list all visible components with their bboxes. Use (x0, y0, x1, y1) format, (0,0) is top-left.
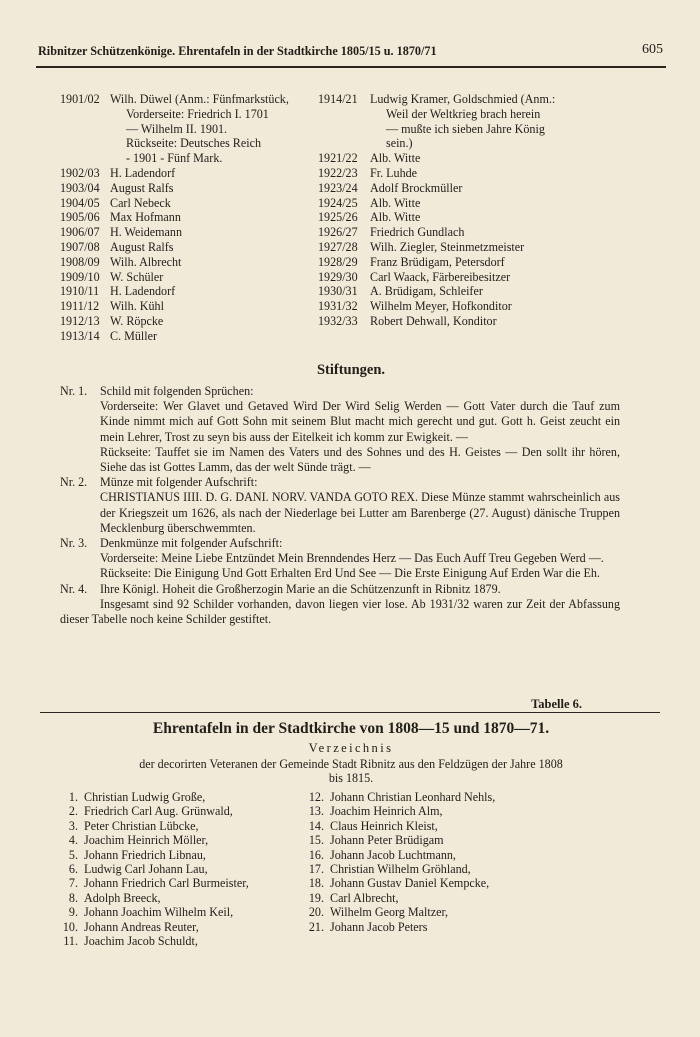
king-name: — Wilhelm II. 1901. (126, 121, 228, 136)
verzeichnis-heading: Verzeichnis (308, 741, 394, 755)
veteran-row (58, 819, 318, 833)
king-row (318, 166, 584, 181)
king-row (60, 284, 308, 299)
stiftung-line: CHRISTIANUS IIII. D. G. DANI. NORV. VANDA GOTO REX. Diese Münze stammt wahrscheinlich aus der Kriegszeit um 1626, als nach der Niederlage bei Lutter am Barenberge (27. August) dänische Truppen Mecklenburg überschwemmten. (100, 490, 620, 535)
veteran-name: Adolph Breeck, (84, 890, 161, 905)
king-row (60, 225, 308, 240)
king-year (60, 136, 110, 151)
king-row (318, 196, 584, 211)
veteran-row (304, 876, 604, 890)
king-row (318, 255, 584, 270)
table-subtitle (36, 757, 666, 786)
stiftung-text (100, 536, 620, 582)
king-name: Alb. Witte (370, 151, 421, 166)
king-name: Vorderseite: Friedrich I. 1701 (126, 106, 269, 121)
stiftung-number: Nr. 1. (60, 384, 88, 398)
king-row (60, 166, 308, 181)
king-year: 1910/11 (60, 284, 100, 299)
veteran-row (58, 790, 318, 804)
veteran-name: Johann Friedrich Carl Burmeister, (84, 876, 249, 891)
veteran-row (58, 862, 318, 876)
king-year: 1922/23 (318, 165, 358, 180)
king-name: Carl Nebeck (110, 195, 171, 210)
veteran-row (304, 819, 604, 833)
veteran-row (58, 848, 318, 862)
veteran-name: Johann Friedrich Libnau, (84, 847, 206, 862)
king-year (60, 122, 110, 137)
king-year: 1929/30 (318, 269, 358, 284)
king-row (318, 270, 584, 285)
king-row (60, 181, 308, 196)
veteran-number: 18. (308, 876, 324, 891)
stiftung-title: Denkmünze mit folgender Aufschrift: (100, 536, 283, 551)
king-year: 1905/06 (60, 210, 100, 225)
king-name: August Ralfs (110, 239, 174, 254)
king-row (318, 240, 584, 255)
king-year: 1908/09 (60, 254, 100, 269)
king-year (318, 136, 370, 151)
king-year: 1924/25 (318, 195, 358, 210)
king-name: H. Ladendorf (110, 165, 176, 180)
veteran-name: Johann Joachim Wilhelm Keil, (84, 905, 234, 920)
veteran-name: Johann Jacob Peters (330, 919, 428, 934)
king-name: H. Weidemann (110, 225, 183, 240)
stiftung-number: Nr. 3. (60, 536, 88, 551)
veteran-name: Friedrich Carl Aug. Grünwald, (84, 804, 233, 819)
king-name: Wilh. Kühl (110, 299, 164, 314)
veteran-number: 12. (308, 790, 324, 804)
veteran-row (304, 848, 604, 862)
veteran-number: 11. (63, 934, 78, 949)
veteran-name: Joachim Heinrich Möller, (84, 833, 209, 848)
king-name: Ludwig Kramer, Goldschmied (Anm.: (370, 92, 556, 106)
king-year: 1902/03 (60, 165, 100, 180)
king-name: sein.) (386, 136, 413, 151)
kings-list-left (60, 92, 308, 344)
king-name: August Ralfs (110, 180, 174, 195)
stiftungen-heading: Stiftungen. (316, 362, 386, 378)
king-row (318, 284, 584, 299)
veteran-number: 20. (308, 905, 324, 920)
king-row (60, 107, 308, 122)
king-name: Max Hofmann (110, 210, 181, 225)
king-year: 1901/02 (60, 92, 100, 106)
king-name: Adolf Brockmüller (370, 180, 463, 195)
table-subtitle-line-1: der decorirten Veteranen der Gemeinde Stadt Ribnitz aus den Feldzügen der Jahre 1808 (139, 757, 563, 771)
king-row (60, 210, 308, 225)
veteran-number: 6. (68, 862, 78, 877)
veteran-row (304, 905, 604, 919)
king-row (60, 136, 308, 151)
stiftung-line: Vorderseite: Wer Glavet und Getaved Wird Der Wird Selig Werden — Gott Vater durch die Tauf zum Kinde nimmt mich auf Gott Sohn mit seinem Blut macht mich gerecht und gut. Gott h. Geist zeucht ein mein Lehrer, Trost zu seyn bis auss der Eitelkeit ich komm zur Ewigkeit. — (100, 399, 620, 444)
king-year: 1909/10 (60, 269, 100, 284)
stiftungen-items (60, 384, 620, 597)
king-row (60, 329, 308, 344)
king-name: Wilhelm Meyer, Hofkonditor (370, 299, 512, 314)
king-row (60, 314, 308, 329)
header-title: Ribnitzer Schützenkönige. Ehrentafeln in der Stadtkirche 1805/15 u. 1870/71 (38, 44, 437, 58)
king-row (60, 240, 308, 255)
king-row (318, 107, 584, 122)
veteran-name: Johann Peter Brüdigam (330, 833, 444, 848)
table-heading: Ehrentafeln in der Stadtkirche von 1808—15 und 1870—71. (152, 720, 550, 737)
king-name: Weil der Weltkrieg brach herein (386, 106, 541, 121)
veterans-list-left (58, 790, 318, 948)
king-row (318, 225, 584, 240)
veteran-number: 3. (68, 818, 78, 833)
veteran-number: 19. (308, 890, 324, 905)
stiftung-title: Schild mit folgenden Sprüchen: (100, 384, 254, 398)
king-name: Fr. Luhde (370, 165, 418, 180)
king-year (318, 107, 370, 122)
king-name: H. Ladendorf (110, 284, 176, 299)
king-year: 1914/21 (318, 92, 358, 106)
king-year: 1912/13 (60, 313, 100, 328)
veteran-row (58, 934, 318, 948)
king-name: W. Schüler (110, 269, 164, 284)
veteran-row (304, 804, 604, 818)
king-name: W. Röpcke (110, 313, 164, 328)
king-year: 1903/04 (60, 180, 100, 195)
king-year: 1930/31 (318, 284, 358, 299)
king-name: C. Müller (110, 328, 158, 343)
stiftung-text (100, 384, 620, 475)
veteran-name: Joachim Heinrich Alm, (330, 804, 443, 819)
veteran-row (304, 920, 604, 934)
king-row (318, 181, 584, 196)
veteran-name: Joachim Jacob Schuldt, (84, 934, 198, 949)
king-year: 1907/08 (60, 239, 100, 254)
king-row (318, 299, 584, 314)
veteran-number: 5. (68, 847, 78, 862)
veteran-name: Carl Albrecht, (330, 890, 399, 905)
veteran-number: 17. (308, 862, 324, 877)
veteran-row (58, 804, 318, 818)
veteran-name: Wilhelm Georg Maltzer, (330, 905, 449, 920)
veteran-row (58, 920, 318, 934)
king-year: 1928/29 (318, 254, 358, 269)
king-name: Alb. Witte (370, 195, 421, 210)
veteran-row (58, 833, 318, 847)
veteran-number: 13. (308, 804, 324, 819)
stiftung-text (100, 475, 620, 536)
veteran-row (304, 790, 604, 804)
king-year: 1923/24 (318, 180, 358, 195)
stiftung-line: Vorderseite: Meine Liebe Entzündet Mein Brenndendes Herz — Das Euch Auff Treu Gegeben Werd —. (100, 551, 604, 566)
king-name: Robert Dehwall, Konditor (370, 313, 497, 328)
king-row (318, 151, 584, 166)
stiftung-item (60, 536, 620, 582)
stiftung-item (60, 384, 620, 475)
veteran-number: 4. (68, 833, 78, 848)
king-name: Rückseite: Deutsches Reich (126, 136, 262, 151)
king-name: - 1901 - Fünf Mark. (126, 151, 223, 166)
king-name: Carl Waack, Färbereibesitzer (370, 269, 511, 284)
stiftung-number: Nr. 4. (60, 581, 88, 596)
king-name: Wilh. Düwel (Anm.: Fünfmarkstück, (110, 92, 289, 106)
veteran-row (58, 876, 318, 890)
king-year (318, 122, 370, 137)
veteran-number: 9. (68, 905, 78, 920)
veteran-number: 21. (308, 919, 324, 934)
veteran-row (304, 862, 604, 876)
king-row (60, 122, 308, 137)
stiftung-title: Münze mit folgender Aufschrift: (100, 475, 258, 490)
king-row (318, 210, 584, 225)
king-name: A. Brüdigam, Schleifer (370, 284, 483, 299)
king-row (60, 196, 308, 211)
king-name: — mußte ich sieben Jahre König (386, 121, 545, 136)
king-year: 1906/07 (60, 225, 100, 240)
king-year: 1921/22 (318, 151, 358, 166)
header-rule (36, 66, 666, 68)
king-year: 1932/33 (318, 313, 358, 328)
veteran-name: Johann Gustav Daniel Kempcke, (330, 876, 490, 891)
veteran-number: 7. (68, 876, 78, 891)
veteran-number: 16. (308, 847, 324, 862)
kings-list-right (318, 92, 584, 329)
king-year: 1913/14 (60, 328, 100, 343)
king-name: Friedrich Gundlach (370, 225, 465, 240)
king-year (60, 107, 110, 122)
king-row (318, 314, 584, 329)
stiftung-line: Rückseite: Tauffet sie im Namen des Vaters und des Sohnes und des H. Geistes — Den sollt ihr hören, Siehe das ist Gottes Lamm, das der welt Sünde trägt. — (100, 444, 620, 475)
veteran-number: 10. (62, 919, 78, 934)
veteran-name: Johann Andreas Reuter, (84, 919, 199, 934)
veteran-name: Christian Ludwig Große, (84, 790, 206, 804)
king-row (60, 299, 308, 314)
stiftung-item (60, 475, 620, 536)
king-year: 1904/05 (60, 195, 100, 210)
page-number: 605 (642, 42, 663, 57)
veteran-number: 2. (68, 804, 78, 819)
king-year (60, 151, 110, 166)
stiftung-item (60, 582, 620, 597)
stiftung-title: Ihre Königl. Hoheit die Großherzogin Marie an die Schützenzunft in Ribnitz 1879. (100, 581, 501, 596)
veteran-row (304, 891, 604, 905)
king-row (60, 151, 308, 166)
veteran-name: Johann Jacob Luchtmann, (330, 847, 456, 862)
table-subtitle-line-2: bis 1815. (328, 771, 374, 786)
running-header (38, 44, 663, 59)
table-label: Tabelle 6. (531, 697, 582, 711)
king-row (60, 270, 308, 285)
veteran-name: Ludwig Carl Johann Lau, (84, 862, 208, 877)
veteran-row (58, 905, 318, 919)
veteran-name: Christian Wilhelm Gröhland, (330, 862, 471, 877)
veteran-number: 15. (308, 833, 324, 848)
king-row (60, 255, 308, 270)
veteran-number: 1. (68, 790, 78, 804)
king-name: Wilh. Albrecht (110, 254, 182, 269)
stiftungen-closing: Insgesamt sind 92 Schilder vorhanden, davon liegen vier lose. Ab 1931/32 waren zur Zeit der Abfassung dieser Tabelle noch keine Schilder gestiftet. (60, 596, 620, 627)
king-name: Franz Brüdigam, Petersdorf (370, 254, 505, 269)
king-row (318, 136, 584, 151)
stiftung-line: Rückseite: Die Einigung Und Gott Erhalten Erd Und See — Die Erste Einigung Auf Erden War die Eh. (100, 566, 600, 581)
king-row (318, 92, 584, 107)
veteran-name: Claus Heinrich Kleist, (330, 818, 438, 833)
veteran-row (304, 833, 604, 847)
stiftung-number: Nr. 2. (60, 475, 88, 490)
stiftung-text (100, 582, 620, 597)
king-row (318, 122, 584, 137)
veteran-number: 8. (68, 890, 78, 905)
table-rule (40, 712, 660, 713)
veterans-list-right (304, 790, 604, 934)
king-name: Wilh. Ziegler, Steinmetzmeister (370, 239, 525, 254)
king-row (60, 92, 308, 107)
stiftungen-section (60, 384, 620, 627)
king-year: 1931/32 (318, 299, 358, 314)
veteran-row (58, 891, 318, 905)
veteran-number: 14. (308, 818, 324, 833)
king-year: 1926/27 (318, 225, 358, 240)
king-year: 1925/26 (318, 210, 358, 225)
veteran-name: Peter Christian Lübcke, (84, 818, 199, 833)
king-year: 1927/28 (318, 239, 358, 254)
veteran-name: Johann Christian Leonhard Nehls, (330, 790, 496, 804)
king-name: Alb. Witte (370, 210, 421, 225)
king-year: 1911/12 (60, 299, 100, 314)
